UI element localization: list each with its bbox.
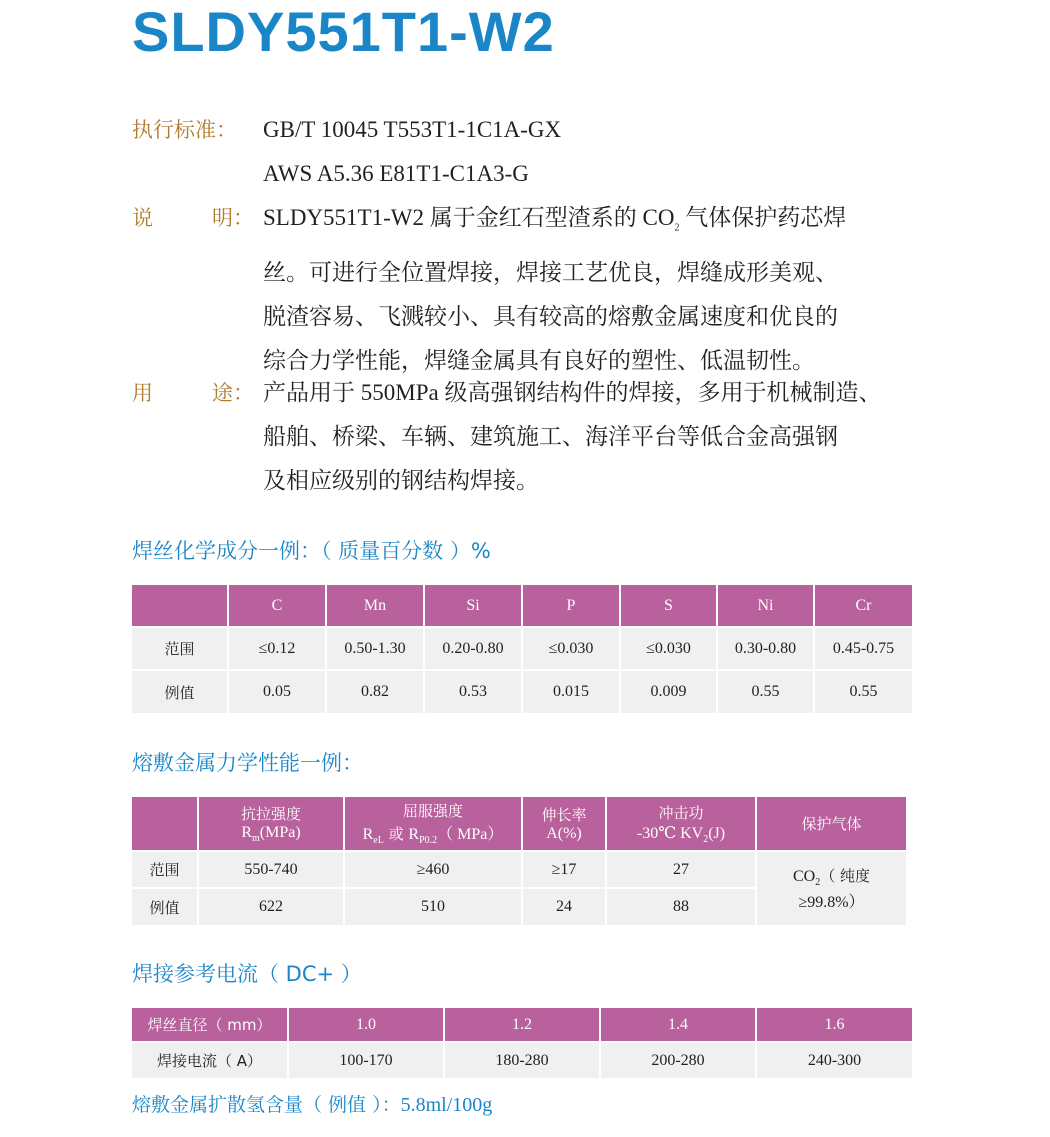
current-cell: 240-300	[756, 1042, 912, 1078]
current-cell: 200-280	[600, 1042, 756, 1078]
standard-line-2: AWS A5.36 E81T1-C1A3-G	[263, 161, 529, 186]
mech-cell: ≥17	[522, 851, 606, 888]
mech-row-label: 范围	[132, 851, 198, 888]
chem-header-corner	[132, 585, 228, 627]
mech-header-elongation: 伸长率 A(%)	[522, 797, 606, 851]
description-line-2: 丝。可进行全位置焊接，焊接工艺优良，焊缝成形美观、	[263, 259, 838, 285]
chem-cell: 0.009	[620, 670, 717, 713]
mech-row-label: 例值	[132, 888, 198, 925]
mech-gas-cell: $CO_2$（ 纯度 ≥99.8%）	[756, 851, 906, 925]
description-line-3: 脱渣容易、飞溅较小、具有较高的熔敷金属速度和优良的	[263, 303, 838, 329]
chem-heading: 焊丝化学成分一例：（ 质量百分数 ）%	[132, 539, 491, 563]
mech-cell: 88	[606, 888, 756, 925]
mech-header-tensile: 抗拉强度 $R_m(MPa)$	[198, 797, 344, 851]
description-line-1: SLDY551T1-W2 属于金红石型渣系的 $CO_2$ 气体保护药芯焊	[263, 205, 847, 234]
standard-label: 执行标准：	[132, 118, 237, 142]
chem-cell: 0.45-0.75	[814, 627, 912, 670]
mech-header-impact: 冲击功 -30℃ $KV_2(J)$	[606, 797, 756, 851]
mech-heading: 熔敷金属力学性能一例：	[132, 751, 363, 775]
mech-cell: ≥460	[344, 851, 522, 888]
current-label: 焊接电流（ A）	[132, 1042, 288, 1078]
usage-line-2: 船舶、桥梁、车辆、建筑施工、海洋平台等低合金高强钢	[263, 424, 838, 449]
diameter-cell: 1.4	[600, 1008, 756, 1042]
chem-cell: 0.82	[326, 670, 424, 713]
hydrogen-line	[132, 1090, 492, 1117]
description-line-4: 综合力学性能，焊缝金属具有良好的塑性、低温韧性。	[263, 347, 815, 373]
product-title: SLDY551T1-W2	[132, 0, 555, 63]
chem-cell: 0.20-0.80	[424, 627, 522, 670]
current-cell: 100-170	[288, 1042, 444, 1078]
chem-cell: 0.05	[228, 670, 326, 713]
mech-cell: 510	[344, 888, 522, 925]
mech-row-range	[132, 851, 906, 888]
mech-cell: 24	[522, 888, 606, 925]
chem-header-mn: Mn	[326, 585, 424, 627]
chem-cell: ≤0.12	[228, 627, 326, 670]
mech-cell: 622	[198, 888, 344, 925]
chem-cell: 0.50-1.30	[326, 627, 424, 670]
diameter-label: 焊丝直径（ mm）	[132, 1008, 288, 1042]
chem-row-label: 范围	[132, 627, 228, 670]
mech-cell: 27	[606, 851, 756, 888]
chem-cell: 0.55	[717, 670, 814, 713]
chem-table	[132, 585, 912, 713]
chem-header-ni: Ni	[717, 585, 814, 627]
chem-header-s: S	[620, 585, 717, 627]
chem-header-c: C	[228, 585, 326, 627]
chem-row-label: 例值	[132, 670, 228, 713]
diameter-cell: 1.6	[756, 1008, 912, 1042]
chem-cell: 0.53	[424, 670, 522, 713]
current-heading: 焊接参考电流（ DC+ ）	[132, 962, 362, 986]
standard-section	[132, 108, 922, 196]
chem-header-cr: Cr	[814, 585, 912, 627]
chem-cell: ≤0.030	[620, 627, 717, 670]
chem-cell: 0.015	[522, 670, 620, 713]
current-table	[132, 1008, 912, 1078]
hydrogen-label: 熔敷金属扩散氢含量（ 例值 ）：	[132, 1094, 401, 1116]
chem-header-p: P	[522, 585, 620, 627]
description-label: 说 明：	[132, 206, 254, 230]
chem-cell: 0.55	[814, 670, 912, 713]
mech-header-corner	[132, 797, 198, 851]
chem-header-si: Si	[424, 585, 522, 627]
usage-label: 用 途：	[132, 381, 254, 405]
usage-line-1: 产品用于 550MPa 级高强钢结构件的焊接，多用于机械制造、	[263, 380, 882, 405]
usage-section	[132, 371, 922, 503]
chem-row-example	[132, 670, 912, 713]
mech-header-gas: 保护气体	[756, 797, 906, 851]
description-section	[132, 196, 922, 383]
diameter-cell: 1.2	[444, 1008, 600, 1042]
mech-header-yield: 屈服强度 $R_{eL}$ 或 $R_{P0.2}$（ MPa）	[344, 797, 522, 851]
mech-cell: 550-740	[198, 851, 344, 888]
mech-table	[132, 797, 906, 925]
diameter-cell: 1.0	[288, 1008, 444, 1042]
current-cell: 180-280	[444, 1042, 600, 1078]
chem-cell: ≤0.030	[522, 627, 620, 670]
usage-line-3: 及相应级别的钢结构焊接。	[263, 468, 539, 493]
chem-row-range	[132, 627, 912, 670]
chem-cell: 0.30-0.80	[717, 627, 814, 670]
standard-line-1: GB/T 10045 T553T1-1C1A-GX	[263, 117, 562, 142]
hydrogen-value: 5.8ml/100g	[400, 1094, 493, 1116]
